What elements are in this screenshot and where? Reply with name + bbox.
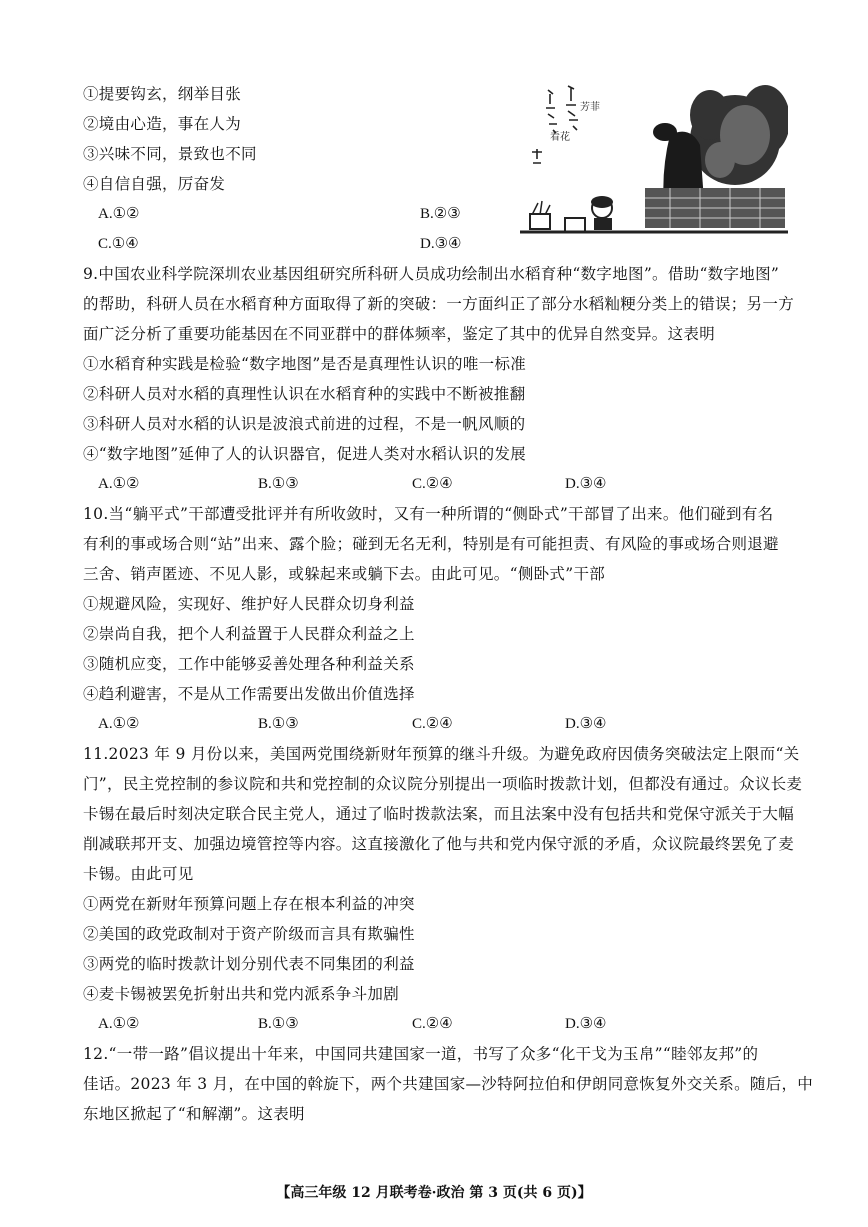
q10-item-1: ①规避风险，实现好、维护好人民群众切身利益 <box>83 595 415 613</box>
q11-stem-line-5: 卡锡。由此可见 <box>83 865 194 883</box>
page-footer: 【高三年级 12 月联考卷·政治 第 3 页(共 6 页)】 <box>276 1185 592 1201</box>
q8-option-c: C.①④ <box>98 236 139 252</box>
cartoon-illustration <box>520 80 788 244</box>
q9-item-2: ②科研人员对水稻的真理性认识在水稻育种的实践中不断被推翻 <box>83 385 526 403</box>
q8-option-b: B.②③ <box>420 206 461 222</box>
q11-stem-line-2: 门”，民主党控制的参议院和共和党控制的众议院分别提出一项临时拨款计划，但都没有通过。众议长麦 <box>83 775 803 793</box>
q9-item-1: ①水稻育种实践是检验“数字地图”是否是真理性认识的唯一标准 <box>83 355 527 373</box>
q9-stem-line-1: 9.中国农业科学院深圳农业基因组研究所科研人员成功绘制出水稻育种“数字地图”。借助“数字地图” <box>83 265 780 283</box>
q9-option-b: B.①③ <box>258 476 299 492</box>
q9-stem-line-3: 面广泛分析了重要功能基因在不同亚群中的群体频率，鉴定了其中的优异自然变异。这表明 <box>83 325 716 343</box>
q9-option-d: D.③④ <box>565 476 607 492</box>
q10-stem-line-3: 三舍、销声匿迹、不见人影，或躲起来或躺下去。由此可见。“侧卧式”干部 <box>83 565 606 583</box>
q12-stem-line-1: 12.“一带一路”倡议提出十年来，中国同共建国家一道，书写了众多“化干戈为玉帛”“睦邻友邦”的 <box>83 1045 759 1063</box>
q11-item-4: ④麦卡锡被罢免折射出共和党内派系争斗加剧 <box>83 985 400 1003</box>
q8-item-4: ④自信自强，厉奋发 <box>83 175 226 193</box>
q11-option-d: D.③④ <box>565 1016 607 1032</box>
q12-stem-line-2: 佳话。2023 年 3 月，在中国的斡旋下，两个共建国家—沙特阿拉伯和伊朗同意恢复外交关系。随后，中 <box>83 1075 814 1093</box>
q9-item-4: ④“数字地图”延伸了人的认识器官，促进人类对水稻认识的发展 <box>83 445 527 463</box>
q9-option-a: A.①② <box>98 476 140 492</box>
q12-stem-line-3: 东地区掀起了“和解潮”。这表明 <box>83 1105 305 1123</box>
q10-option-c: C.②④ <box>412 716 453 732</box>
q10-stem-line-2: 有利的事或场合则“站”出来、露个脸；碰到无名无利，特别是有可能担责、有风险的事或场合则退避 <box>83 535 779 553</box>
q11-stem-line-4: 削减联邦开支、加强边境管控等内容。这直接激化了他与共和党内保守派的矛盾，众议院最终罢免了麦 <box>83 835 795 853</box>
q10-item-2: ②崇尚自我，把个人利益置于人民群众利益之上 <box>83 625 415 643</box>
q8-option-d: D.③④ <box>420 236 462 252</box>
q10-stem-line-1: 10.当“躺平式”干部遭受批评并有所收敛时，又有一种所谓的“侧卧式”干部冒了出来。他们碰到有名 <box>83 505 774 523</box>
q9-stem-line-2: 的帮助，科研人员在水稻育种方面取得了新的突破：一方面纠正了部分水稻籼粳分类上的错误；另一方 <box>83 295 795 313</box>
q11-item-3: ③两党的临时拨款计划分别代表不同集团的利益 <box>83 955 415 973</box>
q11-stem-line-1: 11.2023 年 9 月份以来，美国两党围绕新财年预算的继斗升级。为避免政府因债务突破法定上限而“关 <box>83 745 800 763</box>
q10-item-4: ④趋利避害，不是从工作需要出发做出价值选择 <box>83 685 415 703</box>
q11-stem-line-3: 卡锡在最后时刻决定联合民主党人，通过了临时拨款法案，而且法案中没有包括共和党保守派关于大幅 <box>83 805 795 823</box>
cartoon-calligraphy-1: 芳菲 <box>580 102 600 113</box>
q8-item-1: ①提要钩玄，纲举目张 <box>83 85 242 103</box>
q10-option-d: D.③④ <box>565 716 607 732</box>
q11-option-a: A.①② <box>98 1016 140 1032</box>
q10-option-a: A.①② <box>98 716 140 732</box>
q10-option-b: B.①③ <box>258 716 299 732</box>
q9-item-3: ③科研人员对水稻的认识是波浪式前进的过程，不是一帆风顺的 <box>83 415 526 433</box>
q11-option-b: B.①③ <box>258 1016 299 1032</box>
q8-option-a: A.①② <box>98 206 140 222</box>
q8-item-2: ②境由心造，事在人为 <box>83 115 242 133</box>
q10-item-3: ③随机应变，工作中能够妥善处理各种利益关系 <box>83 655 415 673</box>
q11-option-c: C.②④ <box>412 1016 453 1032</box>
q9-option-c: C.②④ <box>412 476 453 492</box>
q8-item-3: ③兴味不同，景致也不同 <box>83 145 257 163</box>
cartoon-calligraphy-2: 看花 <box>550 132 570 143</box>
q11-item-2: ②美国的政党政制对于资产阶级而言具有欺骗性 <box>83 925 415 943</box>
q11-item-1: ①两党在新财年预算问题上存在根本利益的冲突 <box>83 895 415 913</box>
